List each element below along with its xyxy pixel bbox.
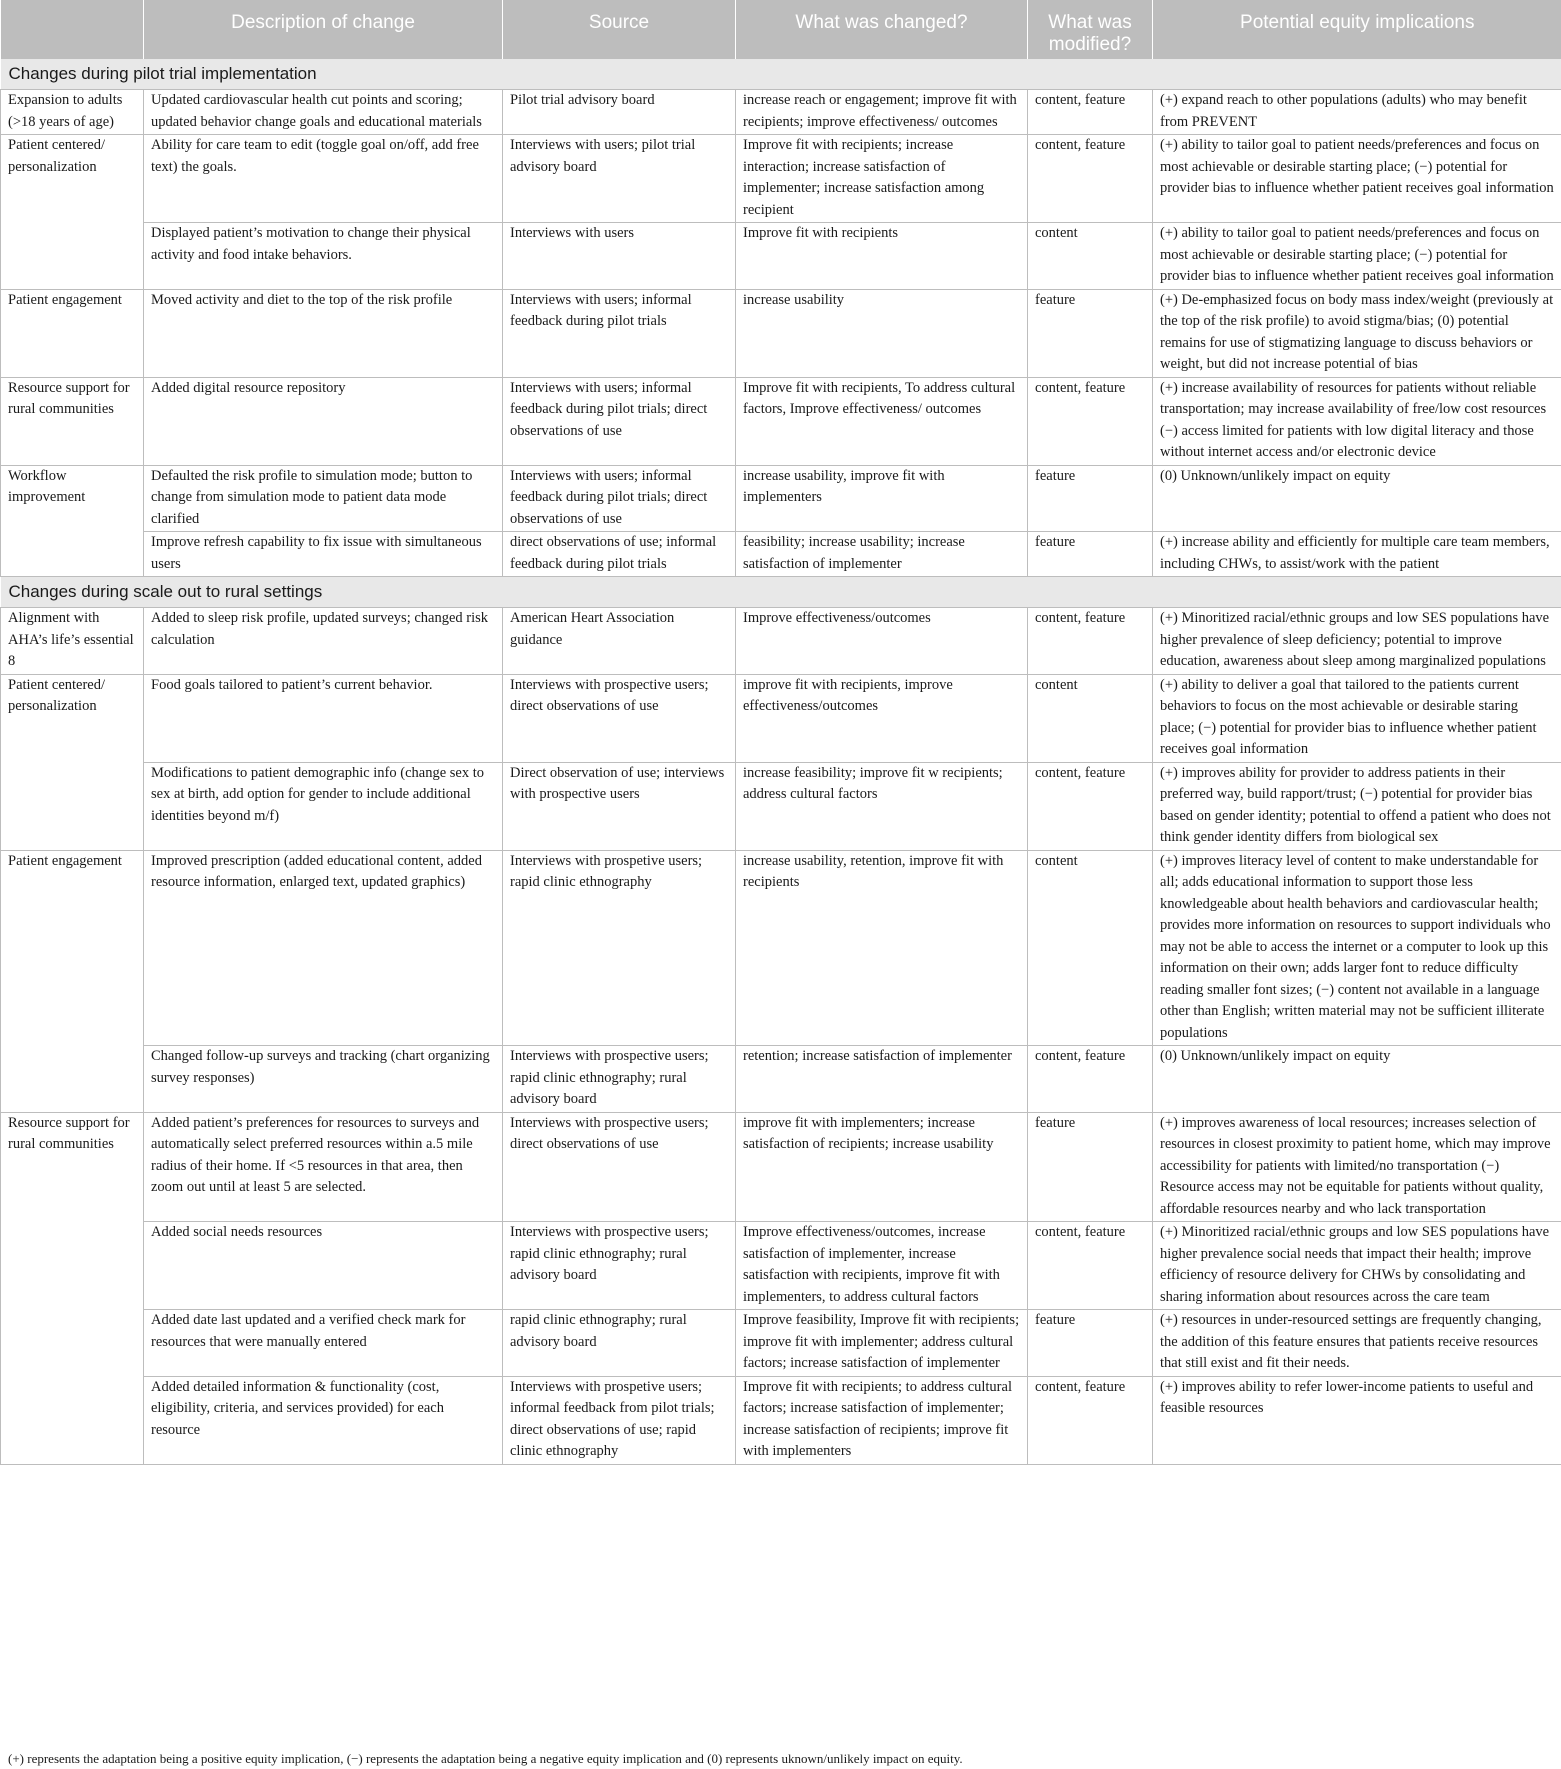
source-cell: American Heart Association guidance xyxy=(503,608,736,675)
description-cell: Ability for care team to edit (toggle goal on/off, add free text) the goals. xyxy=(144,135,503,223)
source-cell: Interviews with users xyxy=(503,223,736,290)
table-row xyxy=(1,223,1561,290)
description-cell: Updated cardiovascular health cut points and scoring; updated behavior change goals and educational materials xyxy=(144,90,503,135)
header-what-changed: What was changed? xyxy=(736,0,1028,59)
equity-implications-cell: (0) Unknown/unlikely impact on equity xyxy=(1153,1046,1561,1113)
source-cell: Interviews with prospective users; direct observations of use xyxy=(503,1112,736,1222)
description-cell: Improve refresh capability to fix issue with simultaneous users xyxy=(144,532,503,577)
what-modified-cell: content, feature xyxy=(1028,608,1153,675)
what-changed-cell: feasibility; increase usability; increase satisfaction of implementer xyxy=(736,532,1028,577)
table-body xyxy=(1,59,1561,1465)
what-changed-cell: Improve effectiveness/outcomes xyxy=(736,608,1028,675)
description-cell: Added social needs resources xyxy=(144,1222,503,1310)
what-modified-cell: content xyxy=(1028,223,1153,290)
description-cell: Added patient’s preferences for resources to surveys and automatically select preferred resources within a.5 mile radius of their home. If <5 resources in that area, then zoom out until at least 5 are selected. xyxy=(144,1112,503,1222)
category-cell: Patient centered/ personalization xyxy=(1,135,144,290)
what-changed-cell: Improve fit with recipients, To address cultural factors, Improve effectiveness/ outcomes xyxy=(736,377,1028,465)
description-cell: Improved prescription (added educational content, added resource information, enlarged text, updated graphics) xyxy=(144,850,503,1046)
what-changed-cell: Improve fit with recipients; to address cultural factors; increase satisfaction of implementer; increase satisfaction of recipients; improve fit with implementers xyxy=(736,1376,1028,1464)
table-row xyxy=(1,532,1561,577)
source-cell: rapid clinic ethnography; rural advisory board xyxy=(503,1310,736,1377)
equity-implications-cell: (+) expand reach to other populations (adults) who may benefit from PREVENT xyxy=(1153,90,1561,135)
header-category xyxy=(1,0,144,59)
equity-implications-cell: (+) De-emphasized focus on body mass index/weight (previously at the top of the risk profile) to avoid stigma/bias; (0) potential remains for use of stigmatizing language to discuss behaviors or weight, but did not increase potential of bias xyxy=(1153,289,1561,377)
what-modified-cell: content, feature xyxy=(1028,377,1153,465)
table-row xyxy=(1,1376,1561,1464)
what-changed-cell: Improve fit with recipients; increase interaction; increase satisfaction of implementer; increase satisfaction among recipient xyxy=(736,135,1028,223)
equity-implications-cell: (+) Minoritized racial/ethnic groups and low SES populations have higher prevalence of sleep deficiency; potential to improve education, awareness about sleep among marginalized populations xyxy=(1153,608,1561,675)
what-modified-cell: content, feature xyxy=(1028,1222,1153,1310)
category-cell: Patient engagement xyxy=(1,289,144,377)
section-title: Changes during scale out to rural settings xyxy=(1,577,1561,608)
equity-implications-cell: (+) Minoritized racial/ethnic groups and low SES populations have higher prevalence social needs that impact their health; improve efficiency of resource delivery for CHWs by consolidating and sharing information about resources across the care team xyxy=(1153,1222,1561,1310)
what-modified-cell: content xyxy=(1028,674,1153,762)
what-modified-cell: content, feature xyxy=(1028,762,1153,850)
what-changed-cell: retention; increase satisfaction of implementer xyxy=(736,1046,1028,1113)
equity-implications-cell: (+) resources in under-resourced settings are frequently changing, the addition of this feature ensures that patients receive resources that still exist and fit their needs. xyxy=(1153,1310,1561,1377)
description-cell: Defaulted the risk profile to simulation mode; button to change from simulation mode to patient data mode clarified xyxy=(144,465,503,532)
equity-implications-cell: (0) Unknown/unlikely impact on equity xyxy=(1153,465,1561,532)
what-changed-cell: increase reach or engagement; improve fit with recipients; improve effectiveness/ outcomes xyxy=(736,90,1028,135)
description-cell: Displayed patient’s motivation to change their physical activity and food intake behaviors. xyxy=(144,223,503,290)
what-modified-cell: content, feature xyxy=(1028,1376,1153,1464)
source-cell: Interviews with prospective users; rapid clinic ethnography; rural advisory board xyxy=(503,1222,736,1310)
table-row xyxy=(1,377,1561,465)
table-row xyxy=(1,1310,1561,1377)
source-cell: Interviews with prospetive users; rapid clinic ethnography xyxy=(503,850,736,1046)
table-row xyxy=(1,289,1561,377)
what-modified-cell: content, feature xyxy=(1028,90,1153,135)
what-changed-cell: increase usability, improve fit with implementers xyxy=(736,465,1028,532)
what-modified-cell: feature xyxy=(1028,1310,1153,1377)
section-row xyxy=(1,577,1561,608)
section-row xyxy=(1,59,1561,90)
what-modified-cell: feature xyxy=(1028,1112,1153,1222)
table-row xyxy=(1,762,1561,850)
what-modified-cell: feature xyxy=(1028,465,1153,532)
equity-implications-cell: (+) increase ability and efficiently for multiple care team members, including CHWs, to assist/work with the patient xyxy=(1153,532,1561,577)
description-cell: Changed follow-up surveys and tracking (chart organizing survey responses) xyxy=(144,1046,503,1113)
source-cell: Interviews with prospective users; direct observations of use xyxy=(503,674,736,762)
table-row xyxy=(1,1222,1561,1310)
table-row xyxy=(1,1112,1561,1222)
source-cell: Interviews with users; informal feedback during pilot trials; direct observations of use xyxy=(503,465,736,532)
equity-implications-cell: (+) improves ability for provider to address patients in their preferred way, build rapport/trust; (−) potential for provider bias based on gender identity; potential to offend a patient who does not think gender identity differs from biological sex xyxy=(1153,762,1561,850)
what-modified-cell: content, feature xyxy=(1028,135,1153,223)
table-row xyxy=(1,135,1561,223)
source-cell: Direct observation of use; interviews with prospective users xyxy=(503,762,736,850)
what-modified-cell: feature xyxy=(1028,532,1153,577)
description-cell: Added date last updated and a verified check mark for resources that were manually entered xyxy=(144,1310,503,1377)
source-cell: Interviews with users; informal feedback during pilot trials; direct observations of use xyxy=(503,377,736,465)
what-changed-cell: improve fit with recipients, improve effectiveness/outcomes xyxy=(736,674,1028,762)
category-cell: Expansion to adults (>18 years of age) xyxy=(1,90,144,135)
table-row xyxy=(1,465,1561,532)
header-source: Source xyxy=(503,0,736,59)
description-cell: Food goals tailored to patient’s current behavior. xyxy=(144,674,503,762)
equity-implications-cell: (+) ability to deliver a goal that tailored to the patients current behaviors to focus on the most achievable or desirable staring place; (−) potential for provider bias to influence whether patient receives goal information xyxy=(1153,674,1561,762)
what-changed-cell: Improve effectiveness/outcomes, increase satisfaction of implementer, increase satisfaction with recipients, improve fit with implementers, to address cultural factors xyxy=(736,1222,1028,1310)
table-row xyxy=(1,674,1561,762)
header-equity-implications: Potential equity implications xyxy=(1153,0,1561,59)
what-changed-cell: improve fit with implementers; increase satisfaction of recipients; increase usability xyxy=(736,1112,1028,1222)
source-cell: Pilot trial advisory board xyxy=(503,90,736,135)
what-changed-cell: increase usability, retention, improve fit with recipients xyxy=(736,850,1028,1046)
what-modified-cell: content xyxy=(1028,850,1153,1046)
section-title: Changes during pilot trial implementation xyxy=(1,59,1561,90)
equity-implications-cell: (+) improves ability to refer lower-income patients to useful and feasible resources xyxy=(1153,1376,1561,1464)
description-cell: Moved activity and diet to the top of the risk profile xyxy=(144,289,503,377)
source-cell: Interviews with users; pilot trial advisory board xyxy=(503,135,736,223)
category-cell: Resource support for rural communities xyxy=(1,1112,144,1464)
table-row xyxy=(1,90,1561,135)
source-cell: Interviews with prospective users; rapid clinic ethnography; rural advisory board xyxy=(503,1046,736,1113)
description-cell: Modifications to patient demographic info (change sex to sex at birth, add option for gender to include additional identities beyond m/f) xyxy=(144,762,503,850)
equity-implications-cell: (+) improves awareness of local resources; increases selection of resources in closest proximity to patient home, which may improve accessibility for patients with limited/no transportation (−) Resource access may not be equitable for patients without quality, affordable resources nearby and who lack transportation xyxy=(1153,1112,1561,1222)
what-changed-cell: increase usability xyxy=(736,289,1028,377)
header-row xyxy=(1,0,1561,59)
description-cell: Added detailed information & functionality (cost, eligibility, criteria, and services provided) for each resource xyxy=(144,1376,503,1464)
what-modified-cell: feature xyxy=(1028,289,1153,377)
header-what-modified: What was modified? xyxy=(1028,0,1153,59)
table-footnote: (+) represents the adaptation being a positive equity implication, (−) represents the adaptation being a negative equity implication and (0) represents uknown/unlikely impact on equity. xyxy=(8,1751,963,1766)
table-row xyxy=(1,850,1561,1046)
category-cell: Alignment with AHA’s life’s essential 8 xyxy=(1,608,144,675)
header-description: Description of change xyxy=(144,0,503,59)
category-cell: Patient engagement xyxy=(1,850,144,1112)
table-row xyxy=(1,608,1561,675)
category-cell: Workflow improvement xyxy=(1,465,144,577)
equity-implications-cell: (+) improves literacy level of content to make understandable for all; adds educational information to support those less knowledgeable about health behaviors and cardiovascular health; provides more information on resources to support individuals who may not be able to access the internet or a computer to look up this information on their own; adds larger font to reduce difficulty reading smaller font sizes; (−) content not available in a language other than English; written material may not be sufficient illiterate populations xyxy=(1153,850,1561,1046)
category-cell: Patient centered/ personalization xyxy=(1,674,144,850)
description-cell: Added digital resource repository xyxy=(144,377,503,465)
source-cell: Interviews with prospetive users; informal feedback from pilot trials; direct observations of use; rapid clinic ethnography xyxy=(503,1376,736,1464)
description-cell: Added to sleep risk profile, updated surveys; changed risk calculation xyxy=(144,608,503,675)
source-cell: direct observations of use; informal feedback during pilot trials xyxy=(503,532,736,577)
equity-implications-cell: (+) ability to tailor goal to patient needs/preferences and focus on most achievable or desirable starting place; (−) potential for provider bias to influence whether patient receives goal information xyxy=(1153,223,1561,290)
equity-implications-cell: (+) increase availability of resources for patients without reliable transportation; may increase availability of free/low cost resources (−) access limited for patients with low digital literacy and those without internet access and/or electronic device xyxy=(1153,377,1561,465)
equity-implications-cell: (+) ability to tailor goal to patient needs/preferences and focus on most achievable or desirable starting place; (−) potential for provider bias to influence whether patient receives goal information xyxy=(1153,135,1561,223)
source-cell: Interviews with users; informal feedback during pilot trials xyxy=(503,289,736,377)
what-modified-cell: content, feature xyxy=(1028,1046,1153,1113)
what-changed-cell: Improve fit with recipients xyxy=(736,223,1028,290)
category-cell: Resource support for rural communities xyxy=(1,377,144,465)
what-changed-cell: increase feasibility; improve fit w recipients; address cultural factors xyxy=(736,762,1028,850)
what-changed-cell: Improve feasibility, Improve fit with recipients; improve fit with implementer; address cultural factors; increase satisfaction of implementer xyxy=(736,1310,1028,1377)
table-row xyxy=(1,1046,1561,1113)
